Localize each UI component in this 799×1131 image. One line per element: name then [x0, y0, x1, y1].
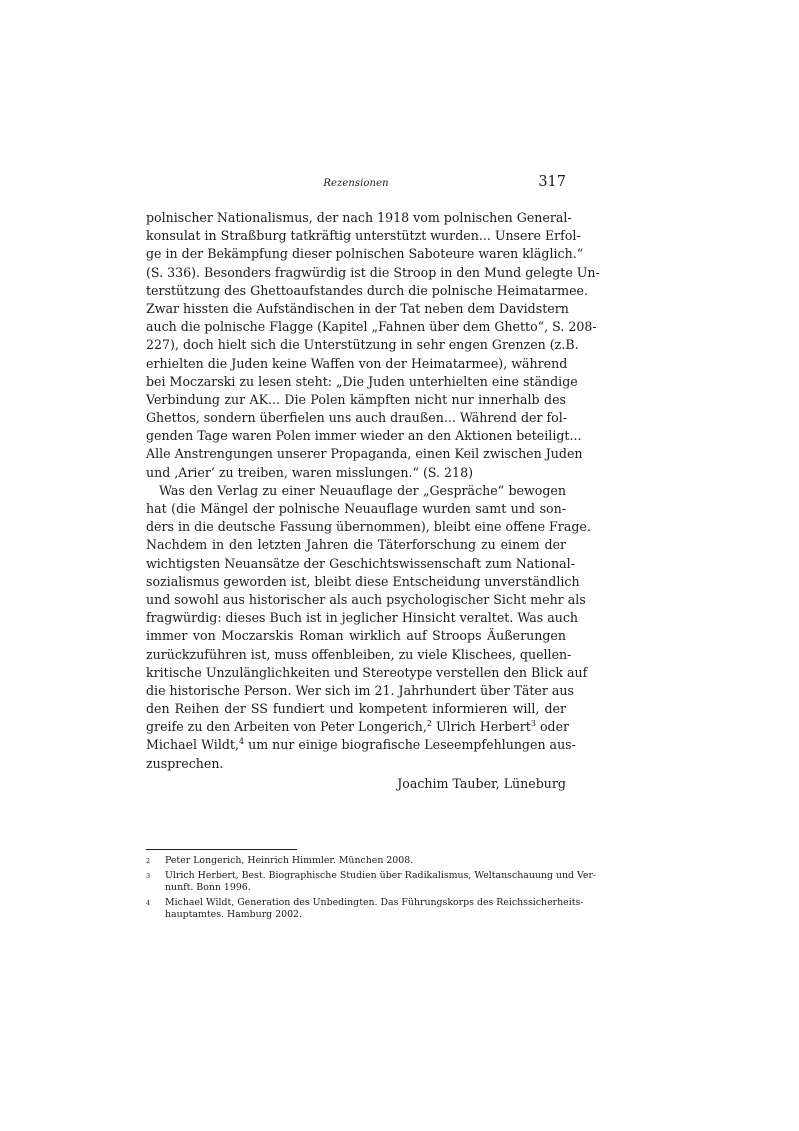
text-line: Nachdem in den letzten Jahren die Täterforschung zu einem der	[146, 537, 566, 553]
text-line: wichtigsten Neuansätze der Geschichtswissenschaft zum National-	[146, 555, 575, 571]
text-line: (S. 336). Besonders fragwürdig ist die Stroop in den Mund gelegte Un-	[146, 264, 600, 280]
text-line: terstützung des Ghettoaufstandes durch die polnische Heimatarmee.	[146, 282, 589, 298]
text-line: den Reihen der SS fundiert und kompetent informieren will, der	[146, 701, 566, 717]
text-line: sozialismus geworden ist, bleibt diese Entscheidung unverständlich	[146, 573, 580, 589]
text-line: Alle Anstrengungen unserer Propaganda, einen Keil zwischen Juden	[146, 446, 583, 462]
footnote-number: 2	[146, 857, 151, 865]
text-line	[146, 736, 576, 754]
text-line: konsulat in Straßburg tatkräftig unterstützt wurden... Unsere Erfol-	[146, 228, 581, 244]
line-segment: Ulrich Herbert	[431, 719, 531, 735]
text-line: bei Moczarski zu lesen steht: „Die Juden unterhielten eine ständige	[146, 373, 578, 389]
text-line: kritische Unzulänglichkeiten und Stereotype verstellen den Blick auf	[146, 664, 588, 680]
footnote-line: Ulrich Herbert, Best. Biographische Studien über Radikalismus, Weltanschauung und Ver-	[165, 869, 597, 881]
footnote-4	[146, 896, 584, 922]
footnote-2	[146, 855, 566, 868]
footnote-number: 4	[146, 898, 151, 907]
footnote-divider	[146, 849, 297, 850]
text-line: Verbindung zur AK... Die Polen kämpften nicht nur innerhalb des	[146, 391, 566, 407]
footnotes	[146, 855, 597, 924]
footnote-line: Peter Longerich, Heinrich Himmler. München 2008.	[165, 855, 414, 866]
text-line: ge in der Bekämpfung dieser polnischen Saboteure waren kläglich.“	[146, 246, 584, 262]
text-line: erhielten die Juden keine Waffen von der Heimatarmee), während	[146, 355, 568, 371]
text-line: polnischer Nationalismus, der nach 1918 vom polnischen General-	[146, 210, 572, 225]
text-line: zusprechen.	[146, 755, 224, 771]
line-segment: um nur einige biografische Leseempfehlungen aus-	[244, 737, 576, 753]
footnote-3	[146, 869, 597, 895]
text-line	[146, 718, 570, 736]
text-line: hat (die Mängel der polnische Neuauflage wurden samt und son-	[146, 501, 566, 516]
text-line: genden Tage waren Polen immer wieder an den Aktionen beteiligt...	[146, 428, 582, 444]
text-line: zurückzuführen ist, muss offenbleiben, zu viele Klischees, quellen-	[146, 646, 572, 662]
text-line: 227), doch hielt sich die Unterstützung in sehr engen Grenzen (z.B.	[146, 337, 579, 353]
text-line: Ghettos, sondern überfielen uns auch draußen... Während der fol-	[146, 410, 568, 426]
text-line: fragwürdig: dieses Buch ist in jeglicher Hinsicht veraltet. Was auch	[146, 610, 578, 626]
author-signature: Joachim Tauber, Lüneburg	[397, 775, 566, 791]
footnote-line: Michael Wildt, Generation des Unbedingten. Das Führungskorps des Reichssicherheits-	[165, 896, 584, 908]
text-line: Zwar hissten die Aufständischen in der Tat neben dem Davidstern	[146, 300, 569, 316]
body-text	[146, 209, 600, 793]
footnote-line: hauptamtes. Hamburg 2002.	[165, 909, 302, 921]
text-line: ders in die deutsche Fassung übernommen), bleibt eine offene Frage.	[146, 519, 591, 535]
footnote-number: 3	[146, 871, 151, 880]
footnote-ref-3[interactable]: 3	[530, 719, 536, 729]
text-line: die historische Person. Wer sich im 21. Jahrhundert über Täter aus	[146, 682, 574, 698]
footnote-ref-2[interactable]: 2	[426, 719, 432, 729]
line-segment: oder	[535, 719, 570, 735]
footnote-line: nunft. Bonn 1996.	[165, 882, 251, 894]
text-line: und ‚Arier‘ zu treiben, waren misslungen.“ (S. 218)	[146, 464, 473, 480]
text-line: immer von Moczarskis Roman wirklich auf Stroops Äußerungen	[146, 628, 566, 644]
text-line: auch die polnische Flagge (Kapitel „Fahnen über dem Ghetto“, S. 208-	[146, 319, 597, 335]
line-segment: greife zu den Arbeiten von Peter Longerich,	[146, 719, 427, 735]
running-head	[146, 174, 566, 194]
line-segment: Michael Wildt,	[146, 737, 239, 753]
paragraph-start-line: Was den Verlag zu einer Neuauflage der „Gespräche“ bewogen	[159, 482, 566, 498]
footnote-ref-4[interactable]: 4	[238, 737, 245, 747]
page-number: 317	[538, 174, 566, 190]
text-line: und sowohl aus historischer als auch psychologischer Sicht mehr als	[146, 591, 586, 607]
running-title: Rezensionen	[323, 178, 389, 189]
